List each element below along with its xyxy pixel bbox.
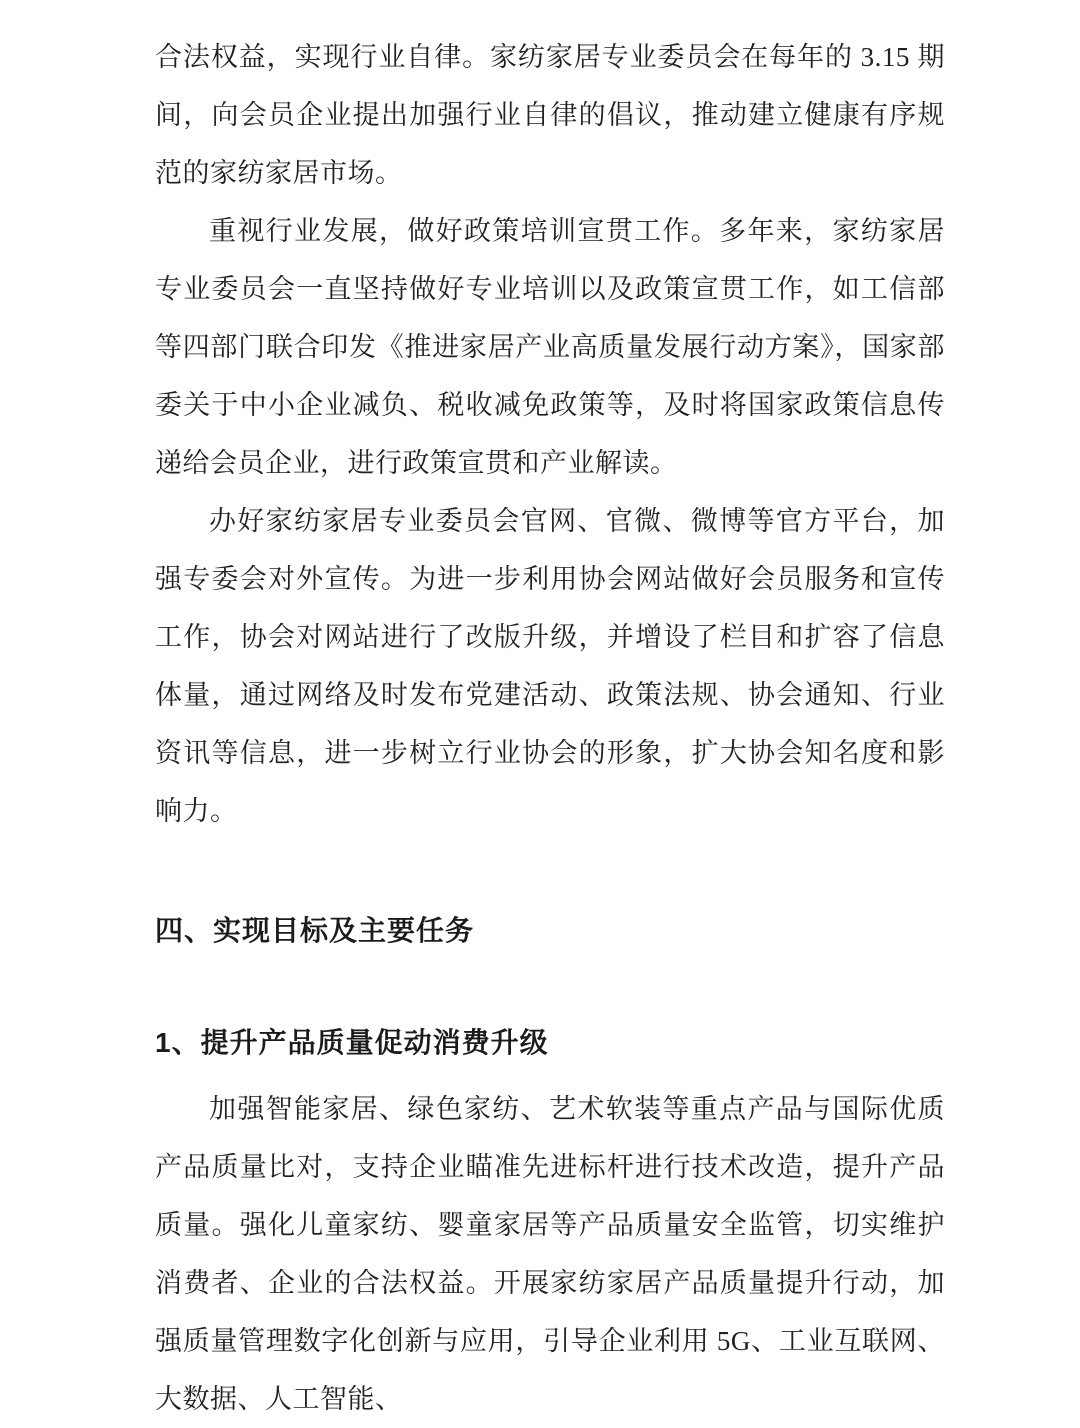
paragraph-policy-training: 重视行业发展，做好政策培训宣贯工作。多年来，家纺家居专业委员会一直坚持做好专业培训以及政策宣贯工作，如工信部等四部门联合印发《推进家居产业高质量发展行动方案》，国家部委关于中小企业减负、税收减免政策等，及时将国家政策信息传递给会员企业，进行政策宣贯和产业解读。 (155, 216, 945, 478)
paragraph-continuation: 合法权益，实现行业自律。家纺家居专业委员会在每年的 3.15 期间，向会员企业提出加强行业自律的倡议，推动建立健康有序规范的家纺家居市场。 (155, 42, 945, 188)
section-heading: 四、实现目标及主要任务 (155, 915, 475, 946)
subsection-heading: 1、提升产品质量促动消费升级 (155, 1027, 549, 1058)
paragraph-product-quality: 加强智能家居、绿色家纺、艺术软装等重点产品与国际优质产品质量比对，支持企业瞄准先进标杆进行技术改造，提升产品质量。强化儿童家纺、婴童家居等产品质量安全监管，切实维护消费者、企业的合法权益。开展家纺家居产品质量提升行动，加强质量管理数字化创新与应用，引导企业利用 5G、工业互联网、大数据、人工智能、 (155, 1094, 945, 1414)
paragraph-official-platforms: 办好家纺家居专业委员会官网、官微、微博等官方平台，加强专委会对外宣传。为进一步利用协会网站做好会员服务和宣传工作，协会对网站进行了改版升级，并增设了栏目和扩容了信息体量，通过网络及时发布党建活动、政策法规、协会通知、行业资讯等信息，进一步树立行业协会的形象，扩大协会知名度和影响力。 (155, 506, 945, 826)
